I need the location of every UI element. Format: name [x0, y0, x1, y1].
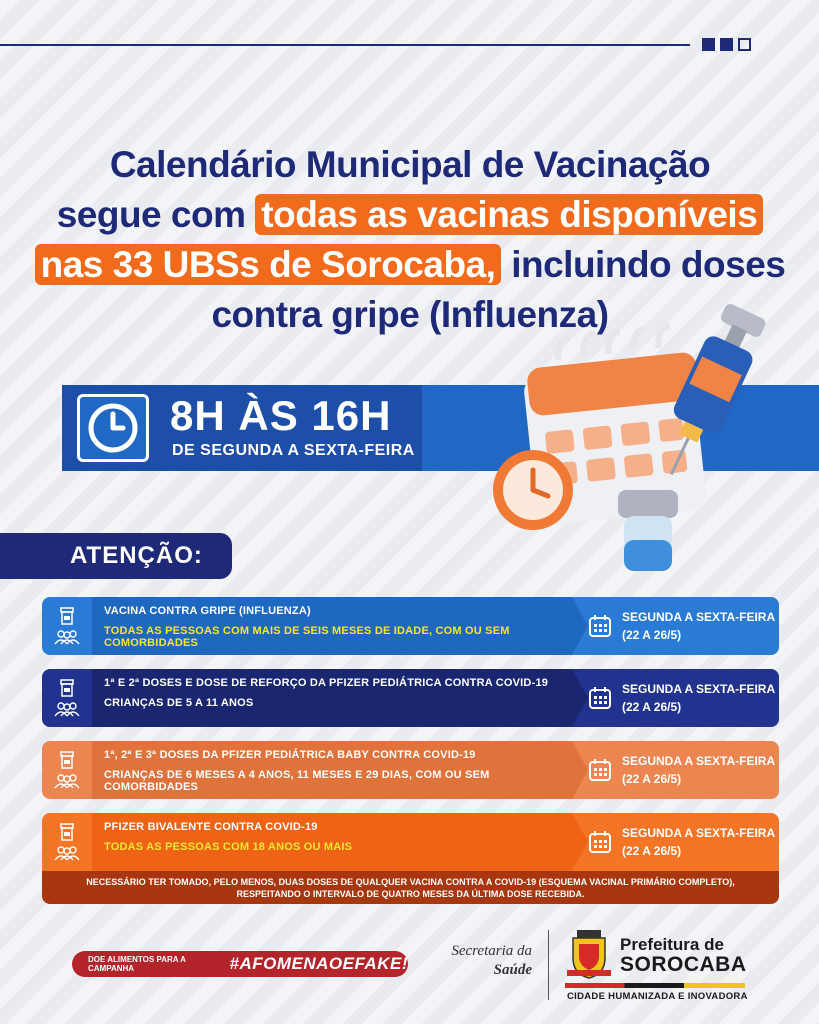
coat-of-arms-icon	[565, 928, 613, 980]
headline-line2a: segue com	[56, 194, 256, 235]
card-dates: (22 A 26/5)	[622, 628, 682, 642]
vaccine-card-pfizer-bivalent	[42, 813, 779, 871]
secretaria-line1: Secretaria da	[451, 943, 532, 959]
card-audience: TODAS AS PESSOAS COM 18 ANOS OU MAIS	[104, 841, 353, 853]
top-divider-line	[0, 44, 690, 46]
vaccine-vial-icon	[60, 679, 74, 697]
card-days: SEGUNDA A SEXTA-FEIRA	[622, 610, 776, 624]
calendar-icon	[588, 686, 612, 710]
campaign-pill	[72, 951, 408, 977]
card-days: SEGUNDA A SEXTA-FEIRA	[622, 826, 776, 840]
campaign-hashtag: #AFOMENAOEFAKE!	[229, 954, 408, 973]
vaccine-card-pfizer-pediatric	[42, 669, 779, 727]
attention-label: ATENÇÃO:	[0, 533, 232, 579]
card-days: SEGUNDA A SEXTA-FEIRA	[622, 754, 776, 768]
card-title: VACINA CONTRA GRIPE (INFLUENZA)	[104, 605, 311, 617]
card-audience: CRIANÇAS DE 5 A 11 ANOS	[104, 697, 254, 709]
calendar-vaccine-illustration-icon	[488, 290, 788, 580]
prefeitura-line2: SOROCABA	[620, 953, 747, 976]
headline-line1: Calendário Municipal de Vacinação	[109, 144, 711, 185]
headline-highlight-2: nas 33 UBSs de Sorocaba,	[35, 244, 502, 285]
people-group-icon	[53, 629, 81, 645]
note-line2: RESPEITANDO O INTERVALO DE QUATRO MESES DA ÚLTIMA DOSE RECEBIDA.	[236, 889, 585, 899]
calendar-icon	[588, 614, 612, 638]
hours-days: DE SEGUNDA A SEXTA-FEIRA	[172, 442, 415, 459]
prefeitura-slogan: CIDADE HUMANIZADA E INOVADORA	[567, 991, 748, 1002]
bivalent-requirement-note	[42, 871, 779, 904]
vaccine-card-pfizer-baby	[42, 741, 779, 799]
card-title: 1ª, 2ª E 3ª DOSES DA PFIZER PEDIÁTRICA BABY CONTRA COVID-19	[104, 749, 476, 761]
footer-divider	[548, 930, 549, 1000]
vaccine-vial-icon	[60, 607, 74, 625]
card-dates: (22 A 26/5)	[622, 844, 682, 858]
vaccine-vial-icon	[60, 751, 74, 769]
prefeitura-line1: Prefeitura de	[620, 935, 724, 954]
note-line1: NECESSÁRIO TER TOMADO, PELO MENOS, DUAS DOSES DE QUALQUER VACINA CONTRA A COVID-19 (ESQUEMA VACINAL PRIMÁRIO COMPLETO),	[86, 877, 735, 887]
clock-icon	[77, 394, 149, 462]
campaign-text: DOE ALIMENTOS PARA A CAMPANHA	[88, 955, 186, 973]
card-audience: CRIANÇAS DE 6 MESES A 4 ANOS, 11 MESES E 29 DIAS, COM OU SEM COMORBIDADES	[104, 769, 490, 793]
headline-highlight-1: todas as vacinas disponíveis	[255, 194, 763, 235]
card-days: SEGUNDA A SEXTA-FEIRA	[622, 682, 776, 696]
people-group-icon	[53, 701, 81, 717]
prefeitura-logo	[620, 935, 747, 975]
secretaria-line2: Saúde	[493, 962, 532, 978]
vaccine-vial-icon	[60, 823, 74, 841]
secretaria-logo	[432, 943, 532, 979]
card-title: 1ª E 2ª DOSES E DOSE DE REFORÇO DA PFIZER PEDIÁTRICA CONTRA COVID-19	[104, 677, 549, 689]
vaccine-card-influenza	[42, 597, 779, 655]
people-group-icon	[53, 773, 81, 789]
card-audience: TODAS AS PESSOAS COM MAIS DE SEIS MESES DE IDADE, COM OU SEM COMORBIDADES	[104, 625, 510, 649]
hours-time: 8H ÀS 16H	[170, 392, 392, 439]
card-dates: (22 A 26/5)	[622, 772, 682, 786]
card-dates: (22 A 26/5)	[622, 700, 682, 714]
headline-line4: contra gripe (Influenza)	[211, 294, 609, 335]
decorative-squares	[702, 38, 751, 51]
calendar-icon	[588, 758, 612, 782]
calendar-icon	[588, 830, 612, 854]
card-title: PFIZER BIVALENTE CONTRA COVID-19	[104, 821, 318, 833]
prefeitura-color-bar	[565, 983, 745, 988]
people-group-icon	[53, 845, 81, 861]
headline-line3b: incluindo doses	[501, 244, 786, 285]
